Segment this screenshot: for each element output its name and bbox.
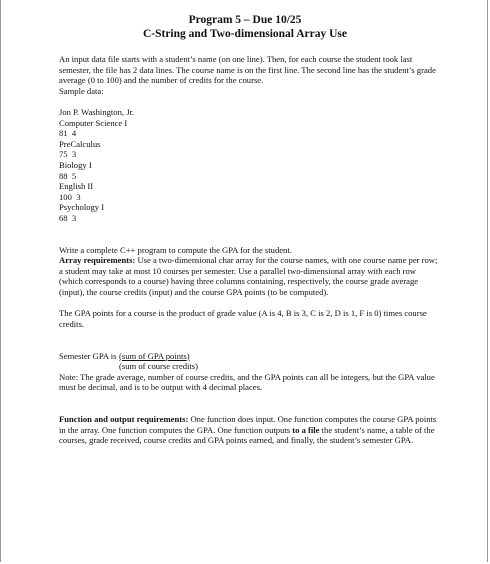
task-statement: Write a complete C++ program to compute the GPA for the student. — [59, 244, 292, 255]
semester-gpa-label: Semester GPA is — [59, 350, 117, 361]
array-requirements-text: Use a two-dimensional char array for the course names, with one course name per row; a student may take at most 10 courses per semester. Use a parallel two-dimensional array with each row (which corresponds to a course) having three columns containing, respectively, the course grade average (input), the course credits (input) and the course GPA points (to be computed). — [59, 255, 438, 298]
function-requirements-paragraph — [59, 414, 439, 446]
function-requirements-text: One function does input. One function computes the course GPA points in the array. One function computes the GPA. One function outputs — [59, 414, 437, 435]
array-requirements-paragraph — [59, 255, 439, 297]
function-requirements-text-end: the student’s name, a table of the courses, grade received, course credits and GPA points earned, and finally, the student’s semester GPA. — [59, 424, 435, 446]
gpa-points-paragraph: The GPA points for a course is the product of grade value (A is 4, B is 3, C is 2, D is 1, F is 0) times course credits. — [59, 308, 427, 329]
sample-line: Biology I — [59, 159, 92, 170]
sample-line: Computer Science I — [59, 117, 128, 128]
semester-gpa-denominator: (sum of course credits) — [119, 361, 198, 372]
sample-line: Jon P. Washington, Jr. — [59, 106, 135, 117]
sample-label: Sample data: — [59, 85, 104, 96]
sample-data-block — [59, 107, 439, 224]
sample-line: English II — [59, 181, 94, 192]
sample-line: 75 3 — [59, 149, 77, 160]
intro-paragraph: An input data file starts with a student’s name (on one line). Then, for each course the student took last semester, the file has 2 data lines. The course name is on the first line. The second line has the student’s grade average (0 to 100) and the number of credits for the course. — [59, 54, 436, 86]
page-title: Program 5 – Due 10/25 — [188, 14, 302, 26]
sample-line: 88 5 — [59, 170, 77, 181]
semester-gpa-formula-top — [59, 351, 439, 362]
page-subtitle: C-String and Two-dimensional Array Use — [142, 28, 348, 40]
semester-gpa-formula-bottom — [59, 361, 439, 372]
sample-line: 100 3 — [59, 191, 81, 202]
array-requirements-label: Array requirements: — [59, 255, 136, 266]
sample-line: Psychology I — [59, 202, 105, 213]
note-paragraph: Note: The grade average, number of course credits, and the GPA points can all be integers, but the GPA value must be decimal, and is to be output with 4 decimal places. — [59, 371, 435, 393]
function-requirements-label: Function and output requirements: — [59, 414, 189, 425]
function-requirements-emphasis: to a file — [292, 424, 320, 435]
semester-gpa-numerator: (sum of GPA points) — [119, 350, 190, 361]
sample-line: 81 4 — [59, 128, 77, 139]
sample-line: PreCalculus — [59, 138, 101, 149]
sample-line: 68 3 — [59, 212, 77, 223]
document-body — [59, 54, 439, 446]
